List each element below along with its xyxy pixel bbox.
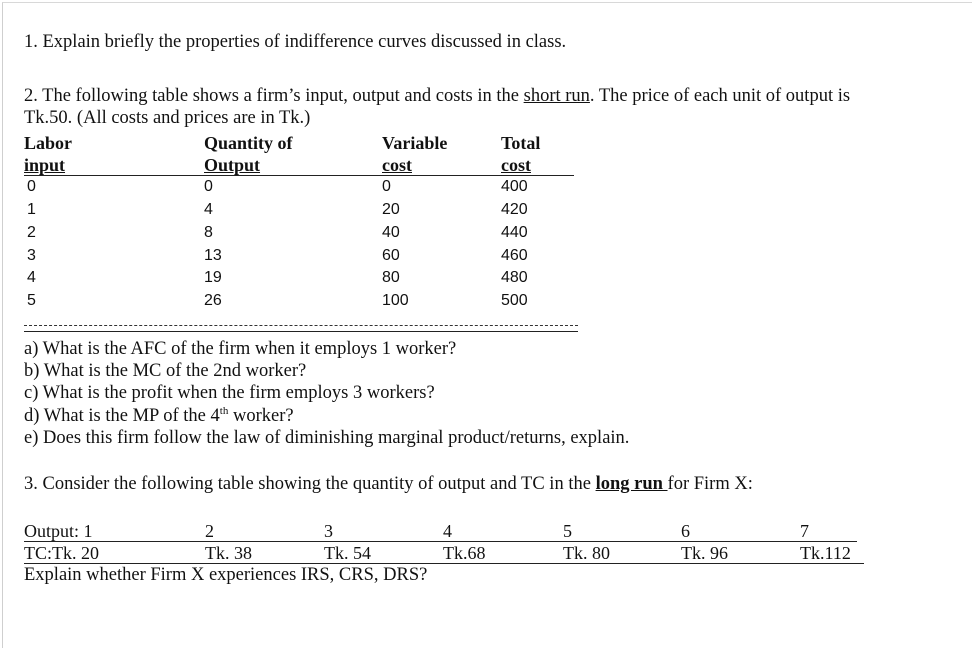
lr-tc-cell: TC:Tk. 20 xyxy=(24,543,99,563)
lr-tc-cell: Tk. 54 xyxy=(324,543,371,563)
question-2-intro-line1 xyxy=(24,85,850,107)
cell-variable-cost: 20 xyxy=(382,201,400,218)
q3-long-run: long run xyxy=(595,474,668,494)
cell-variable-cost: 60 xyxy=(382,247,400,264)
question-3-closing: Explain whether Firm X experiences IRS, CRS, DRS? xyxy=(24,565,428,585)
cell-labor: 0 xyxy=(27,178,36,195)
header-input: input xyxy=(24,155,66,175)
table-dashed-rule xyxy=(24,325,578,326)
question-2-intro-line2: Tk.50. (All costs and prices are in Tk.) xyxy=(24,108,311,128)
header-variable: Variable xyxy=(382,133,448,153)
header-quantity-of: Quantity of xyxy=(204,133,293,153)
lr-output-cell: Output: 1 xyxy=(24,521,93,541)
cell-variable-cost: 80 xyxy=(382,269,400,286)
cell-variable-cost: 0 xyxy=(382,178,391,195)
cell-total-cost: 400 xyxy=(501,178,528,195)
lr-tc-cell: Tk. 80 xyxy=(563,543,610,563)
q2d-before: d) What is the MP of the 4 xyxy=(24,406,220,426)
table-header-rule xyxy=(24,175,574,176)
long-run-row-rule xyxy=(24,541,857,542)
q3-intro-before: 3. Consider the following table showing the quantity of output and TC in the xyxy=(24,474,596,494)
lr-tc-cell: Tk.112 xyxy=(800,543,851,563)
cell-labor: 1 xyxy=(27,201,36,218)
cell-output: 19 xyxy=(204,269,222,286)
cell-total-cost: 420 xyxy=(501,201,528,218)
cell-output: 4 xyxy=(204,201,213,218)
cell-total-cost: 480 xyxy=(501,269,528,286)
table-bottom-rule xyxy=(24,331,578,332)
cell-output: 0 xyxy=(204,178,213,195)
lr-output-cell: 5 xyxy=(563,521,572,541)
lr-output-cell: 4 xyxy=(443,521,452,541)
header-total: Total xyxy=(501,133,541,153)
cell-output: 13 xyxy=(204,247,222,264)
cell-labor: 2 xyxy=(27,224,36,241)
cell-labor: 3 xyxy=(27,247,36,264)
lr-output-cell: 6 xyxy=(681,521,690,541)
q2d-superscript: th xyxy=(219,404,229,417)
cell-variable-cost: 40 xyxy=(382,224,400,241)
cell-output: 26 xyxy=(204,292,222,309)
q2-intro-before: 2. The following table shows a firm’s input, output and costs in the xyxy=(24,86,524,106)
cell-output: 8 xyxy=(204,224,213,241)
question-2a: a) What is the AFC of the firm when it employs 1 worker? xyxy=(24,339,457,359)
header-variable-cost: cost xyxy=(382,155,412,175)
lr-output-cell: 2 xyxy=(205,521,214,541)
question-1: 1. Explain briefly the properties of indifference curves discussed in class. xyxy=(24,32,567,52)
lr-tc-cell: Tk. 38 xyxy=(205,543,252,563)
question-2c: c) What is the profit when the firm employs 3 workers? xyxy=(24,383,435,403)
cell-labor: 5 xyxy=(27,292,36,309)
header-total-cost: cost xyxy=(501,155,531,175)
header-labor: Labor xyxy=(24,133,73,153)
question-2e: e) Does this firm follow the law of diminishing marginal product/returns, explain. xyxy=(24,428,630,448)
cell-labor: 4 xyxy=(27,269,36,286)
q2-short-run: short run xyxy=(523,86,590,106)
cell-total-cost: 440 xyxy=(501,224,528,241)
q3-intro-after: for Firm X: xyxy=(667,474,753,494)
cell-total-cost: 500 xyxy=(501,292,528,309)
header-output: Output xyxy=(204,155,261,175)
lr-tc-cell: Tk.68 xyxy=(443,543,486,563)
q2-intro-after: . The price of each unit of output is xyxy=(589,86,851,106)
question-2d xyxy=(24,405,294,427)
lr-output-cell: 7 xyxy=(800,521,809,541)
cell-total-cost: 460 xyxy=(501,247,528,264)
question-2b: b) What is the MC of the 2nd worker? xyxy=(24,361,307,381)
q2d-after: worker? xyxy=(228,406,294,426)
cell-variable-cost: 100 xyxy=(382,292,409,309)
lr-output-cell: 3 xyxy=(324,521,333,541)
lr-tc-cell: Tk. 96 xyxy=(681,543,728,563)
question-3-intro xyxy=(24,473,753,495)
